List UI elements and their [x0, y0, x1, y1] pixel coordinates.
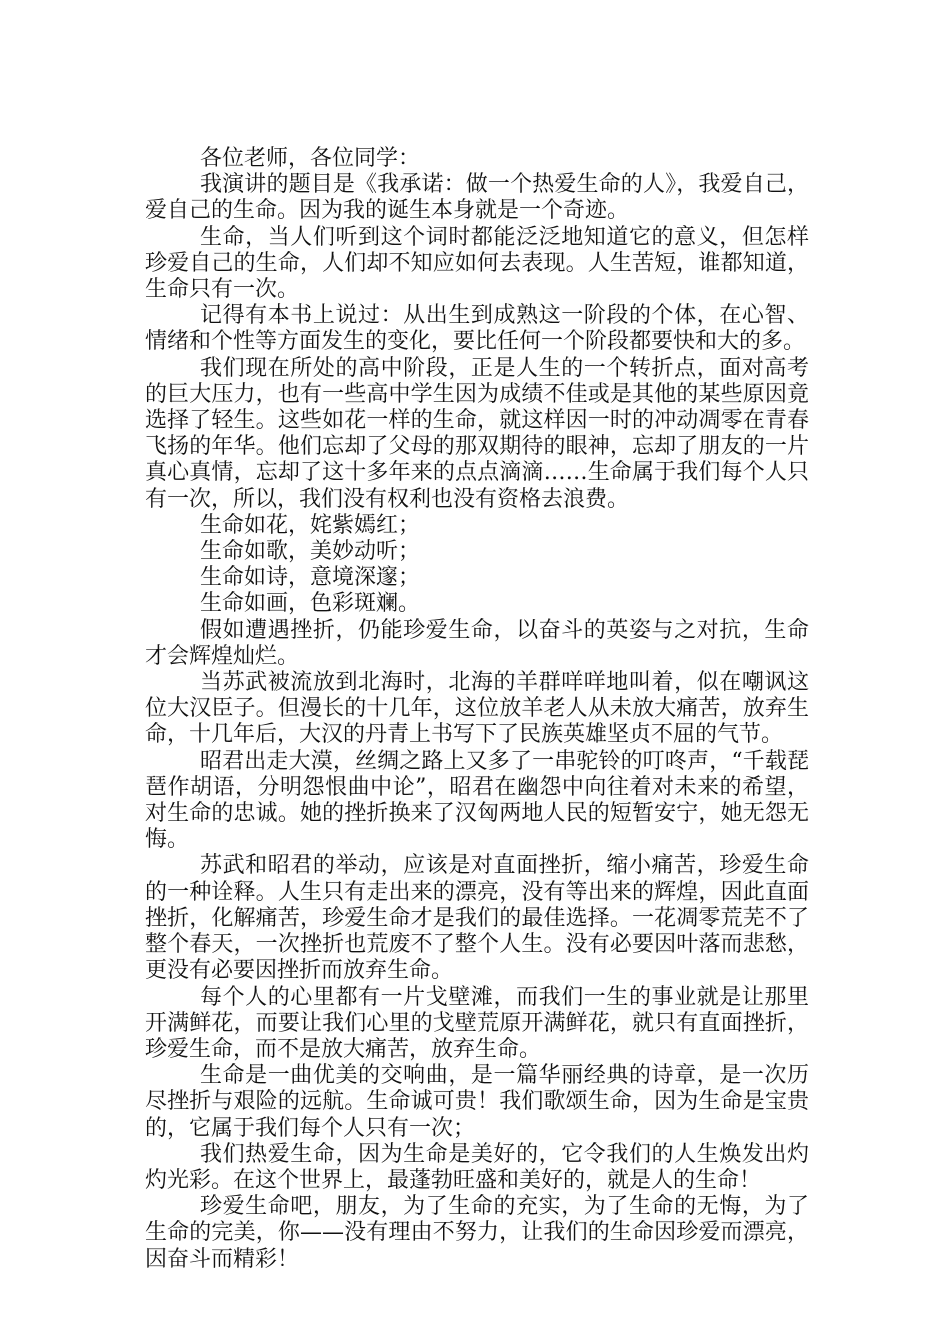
paragraph-closing: 珍爱生命吧，朋友，为了生命的充实，为了生命的无悔，为了生命的完美，你——没有理由不努力，让我们的生命因珍爱而漂亮，因奋斗而精彩！ — [145, 1194, 809, 1272]
paragraph: 假如遭遇挫折，仍能珍爱生命，以奋斗的英姿与之对抗，生命才会辉煌灿烂。 — [145, 617, 809, 669]
paragraph: 生命是一曲优美的交响曲，是一篇华丽经典的诗章，是一次历尽挫折与艰险的远航。生命诚可贵！我们歌颂生命，因为生命是宝贵的，它属于我们每个人只有一次； — [145, 1063, 809, 1141]
paragraph: 昭君出走大漠，丝绸之路上又多了一串驼铃的叮咚声，“千载琵琶作胡语，分明怨恨曲中论”，昭君在幽怨中向往着对未来的希望，对生命的忠诚。她的挫折换来了汉匈两地人民的短暂安宁，她无怨无悔。 — [145, 748, 809, 853]
paragraph: 生命，当人们听到这个词时都能泛泛地知道它的意义，但怎样珍爱自己的生命，人们却不知应如何去表现。人生苦短，谁都知道，生命只有一次。 — [145, 224, 809, 303]
speech-body — [145, 146, 809, 1273]
paragraph-title-intro: 我演讲的题目是《我承诺：做一个热爱生命的人》，我爱自己，爱自己的生命。因为我的诞生本身就是一个奇迹。 — [145, 172, 809, 224]
paragraph: 当苏武被流放到北海时，北海的羊群咩咩地叫着，似在嘲讽这位大汉臣子。但漫长的十几年，这位放羊老人从未放大痛苦，放弃生命，十几年后，大汉的丹青上书写下了民族英雄坚贞不屈的气节。 — [145, 670, 809, 748]
paragraph: 我们热爱生命，因为生命是美好的，它令我们的人生焕发出灼灼光彩。在这个世界上，最蓬勃旺盛和美好的，就是人的生命！ — [145, 1141, 809, 1193]
paragraph: 苏武和昭君的举动，应该是对直面挫折，缩小痛苦，珍爱生命的一种诠释。人生只有走出来的漂亮，没有等出来的辉煌，因此直面挫折，化解痛苦，珍爱生命才是我们的最佳选择。一花凋零荒芜不了整个春天，一次挫折也荒废不了整个人生。没有必要因叶落而悲愁，更没有必要因挫折而放弃生命。 — [145, 853, 809, 984]
verse-line: 生命如花，姹紫嫣红； — [200, 512, 421, 538]
verse-line: 生命如诗，意境深邃； — [200, 565, 421, 591]
paragraph: 记得有本书上说过：从出生到成熟这一阶段的个体，在心智、情绪和个性等方面发生的变化，要比任何一个阶段都要快和大的多。 — [145, 303, 809, 355]
paragraph: 我们现在所处的高中阶段，正是人生的一个转折点，面对高考的巨大压力，也有一些高中学生因为成绩不佳或是其他的某些原因竟选择了轻生。这些如花一样的生命，就这样因一时的冲动凋零在青春飞扬的年华。他们忘却了父母的那双期待的眼神，忘却了朋友的一片真心真情，忘却了这十多年来的点点滴滴……生命属于我们每个人只有一次，所以，我们没有权利也没有资格去浪费。 — [145, 355, 809, 512]
verse-line: 生命如歌，美妙动听； — [200, 539, 421, 565]
paragraph-greeting: 各位老师，各位同学： — [200, 146, 421, 171]
paragraph: 每个人的心里都有一片戈壁滩，而我们一生的事业就是让那里开满鲜花，而要让我们心里的戈壁荒原开满鲜花，就只有直面挫折，珍爱生命，而不是放大痛苦，放弃生命。 — [145, 984, 809, 1062]
verse-line: 生命如画，色彩斑斓。 — [200, 591, 421, 617]
